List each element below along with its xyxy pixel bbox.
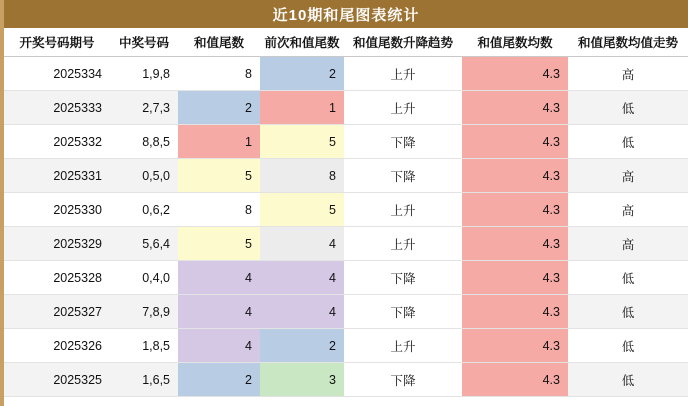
cell-avg-trend: 低	[568, 91, 688, 125]
cell-prev-tail: 1	[260, 91, 344, 125]
cell-tail: 4	[178, 295, 260, 329]
cell-period: 2025331	[4, 159, 110, 193]
cell-period: 2025326	[4, 329, 110, 363]
table-row	[4, 363, 688, 397]
table-row	[4, 159, 688, 193]
cell-avg-trend: 高	[568, 193, 688, 227]
cell-period: 2025325	[4, 363, 110, 397]
cell-tail: 5	[178, 159, 260, 193]
cell-average: 4.3	[462, 227, 568, 261]
tail-statistics-table	[4, 28, 688, 397]
cell-period: 2025333	[4, 91, 110, 125]
table-row	[4, 261, 688, 295]
column-header-trend: 和值尾数升降趋势	[344, 28, 462, 57]
cell-numbers: 5,6,4	[110, 227, 178, 261]
cell-tail: 2	[178, 91, 260, 125]
table-body	[4, 57, 688, 397]
cell-average: 4.3	[462, 125, 568, 159]
table-header-row	[4, 28, 688, 57]
cell-trend: 下降	[344, 125, 462, 159]
cell-period: 2025330	[4, 193, 110, 227]
cell-trend: 下降	[344, 159, 462, 193]
cell-numbers: 2,7,3	[110, 91, 178, 125]
column-header-tail: 和值尾数	[178, 28, 260, 57]
cell-prev-tail: 3	[260, 363, 344, 397]
cell-trend: 上升	[344, 227, 462, 261]
cell-tail: 8	[178, 193, 260, 227]
cell-prev-tail: 4	[260, 227, 344, 261]
cell-avg-trend: 高	[568, 227, 688, 261]
cell-prev-tail: 8	[260, 159, 344, 193]
cell-avg-trend: 低	[568, 295, 688, 329]
cell-average: 4.3	[462, 57, 568, 91]
cell-avg-trend: 低	[568, 329, 688, 363]
column-header-prev-tail: 前次和值尾数	[260, 28, 344, 57]
cell-trend: 上升	[344, 193, 462, 227]
cell-trend: 下降	[344, 363, 462, 397]
cell-avg-trend: 高	[568, 57, 688, 91]
table-row	[4, 193, 688, 227]
cell-trend: 上升	[344, 57, 462, 91]
cell-prev-tail: 4	[260, 295, 344, 329]
cell-avg-trend: 低	[568, 261, 688, 295]
cell-prev-tail: 2	[260, 329, 344, 363]
cell-prev-tail: 4	[260, 261, 344, 295]
cell-prev-tail: 5	[260, 193, 344, 227]
table-row	[4, 57, 688, 91]
cell-average: 4.3	[462, 193, 568, 227]
column-header-average: 和值尾数均数	[462, 28, 568, 57]
cell-prev-tail: 2	[260, 57, 344, 91]
cell-tail: 5	[178, 227, 260, 261]
cell-avg-trend: 高	[568, 159, 688, 193]
cell-avg-trend: 低	[568, 125, 688, 159]
cell-average: 4.3	[462, 261, 568, 295]
cell-numbers: 7,8,9	[110, 295, 178, 329]
cell-numbers: 1,6,5	[110, 363, 178, 397]
cell-period: 2025327	[4, 295, 110, 329]
table-row	[4, 295, 688, 329]
cell-trend: 下降	[344, 261, 462, 295]
cell-tail: 2	[178, 363, 260, 397]
cell-average: 4.3	[462, 159, 568, 193]
cell-period: 2025332	[4, 125, 110, 159]
cell-period: 2025329	[4, 227, 110, 261]
column-header-avg-trend: 和值尾数均值走势	[568, 28, 688, 57]
cell-prev-tail: 5	[260, 125, 344, 159]
table-row	[4, 227, 688, 261]
cell-numbers: 0,4,0	[110, 261, 178, 295]
cell-tail: 1	[178, 125, 260, 159]
cell-numbers: 1,8,5	[110, 329, 178, 363]
table-row	[4, 91, 688, 125]
cell-average: 4.3	[462, 91, 568, 125]
cell-numbers: 0,6,2	[110, 193, 178, 227]
column-header-numbers: 中奖号码	[110, 28, 178, 57]
cell-period: 2025328	[4, 261, 110, 295]
column-header-period: 开奖号码期号	[4, 28, 110, 57]
cell-average: 4.3	[462, 363, 568, 397]
cell-tail: 4	[178, 261, 260, 295]
cell-trend: 上升	[344, 329, 462, 363]
cell-period: 2025334	[4, 57, 110, 91]
cell-avg-trend: 低	[568, 363, 688, 397]
cell-average: 4.3	[462, 329, 568, 363]
table-row	[4, 329, 688, 363]
cell-tail: 8	[178, 57, 260, 91]
cell-trend: 上升	[344, 91, 462, 125]
cell-trend: 下降	[344, 295, 462, 329]
cell-tail: 4	[178, 329, 260, 363]
cell-numbers: 0,5,0	[110, 159, 178, 193]
cell-numbers: 1,9,8	[110, 57, 178, 91]
page-title: 近10期和尾图表统计	[4, 0, 688, 28]
cell-numbers: 8,8,5	[110, 125, 178, 159]
table-row	[4, 125, 688, 159]
cell-average: 4.3	[462, 295, 568, 329]
